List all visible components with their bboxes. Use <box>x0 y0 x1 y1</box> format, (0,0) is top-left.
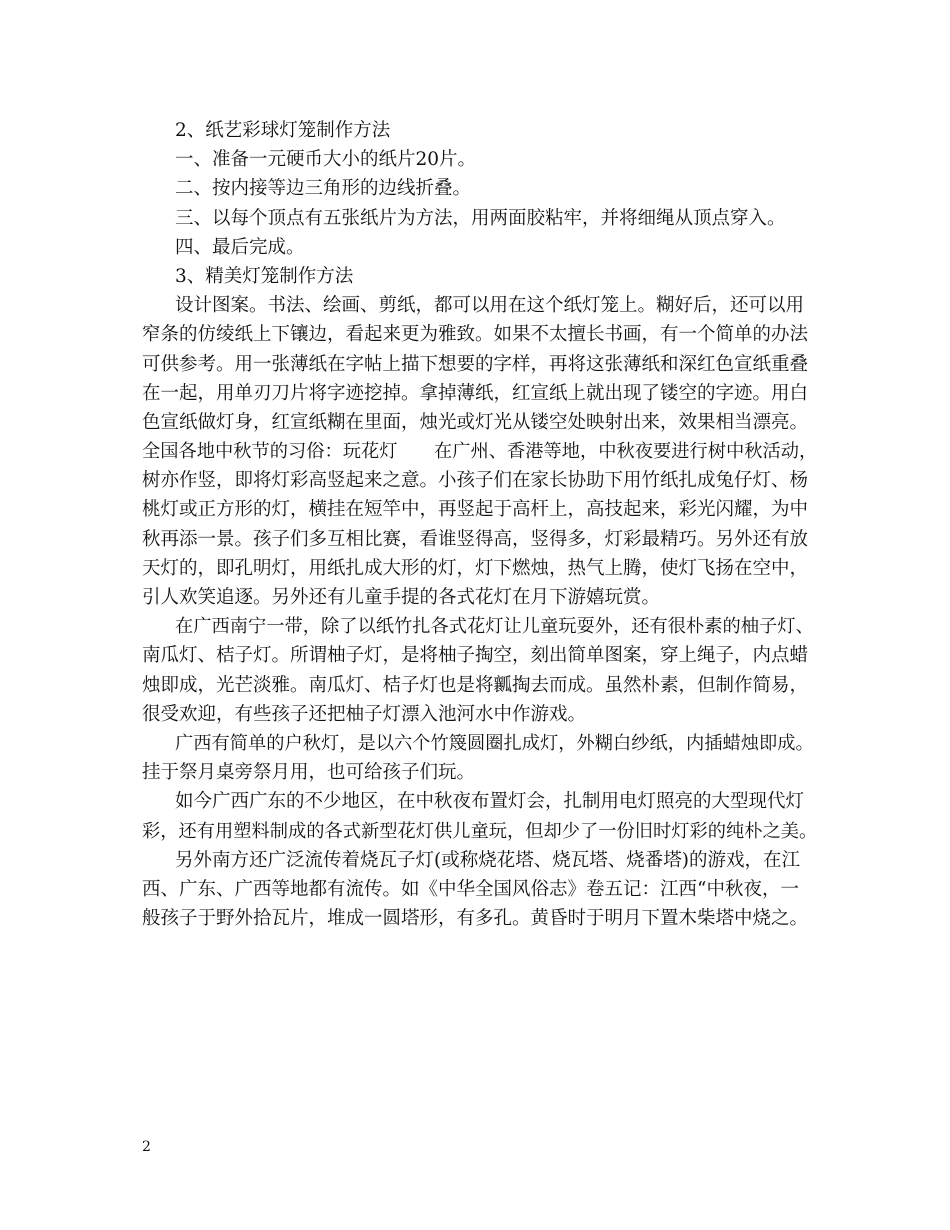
page-number: 2 <box>142 1139 151 1155</box>
text-line: 秋再添一景。孩子们多互相比赛，看谁竖得高，竖得多，灯彩最精巧。另外还有放 <box>142 528 809 550</box>
text-line: 二、按内接等边三角形的边线折叠。 <box>175 178 472 200</box>
text-line: 南瓜灯、桔子灯。所谓柚子灯，是将柚子掏空，刻出简单图案，穿上绳子，内点蜡 <box>142 645 809 667</box>
text-line: 西、广东、广西等地都有流传。如《中华全国风俗志》卷五记：江西“中秋夜，一 <box>142 878 799 900</box>
text-line: 在广西南宁一带，除了以纸竹扎各式花灯让儿童玩耍外，还有很朴素的柚子灯、 <box>175 616 814 638</box>
text-line: 设计图案。书法、绘画、剪纸，都可以用在这个纸灯笼上。糊好后，还可以用 <box>175 295 805 317</box>
text-line: 一、准备一元硬币大小的纸片20片。 <box>175 149 477 171</box>
text-line: 天灯的，即孔明灯，用纸扎成大形的灯，灯下燃烛，热气上腾，使灯飞扬在空中， <box>142 557 809 579</box>
text-line: 色宣纸做灯身，红宣纸糊在里面，烛光或灯光从镂空处映射出来，效果相当漂亮。 <box>142 411 809 433</box>
text-line: 2、纸艺彩球灯笼制作方法 <box>175 120 391 141</box>
text-line: 树亦作竖，即将灯彩高竖起来之意。小孩子们在家长协助下用竹纸扎成兔仔灯、杨 <box>142 470 809 492</box>
text-line: 在一起，用单刃刀片将字迹挖掉。拿掉薄纸，红宣纸上就出现了镂空的字迹。用白 <box>142 382 809 404</box>
text-line: 彩，还有用塑料制成的各式新型花灯供儿童玩，但却少了一份旧时灯彩的纯朴之美。 <box>142 820 818 842</box>
text-line: 挂于祭月桌旁祭月用，也可给孩子们玩。 <box>142 762 476 784</box>
text-line: 如今广西广东的不少地区，在中秋夜布置灯会，扎制用电灯照亮的大型现代灯 <box>175 791 805 813</box>
text-line: 很受欢迎，有些孩子还把柚子灯漂入池河水中作游戏。 <box>142 703 587 725</box>
text-line: 广西有简单的户秋灯，是以六个竹篾圆圈扎成灯，外糊白纱纸，内插蜡烛即成。 <box>175 732 814 754</box>
text-line: 3、精美灯笼制作方法 <box>175 265 354 287</box>
text-line: 般孩子于野外拾瓦片，堆成一圆塔形，有多孔。黄昏时于明月下置木柴塔中烧之。 <box>142 908 809 930</box>
text-line: 烛即成，光芒淡雅。南瓜灯、桔子灯也是将瓤掏去而成。虽然朴素，但制作简易， <box>142 674 809 696</box>
text-line: 四、最后完成。 <box>175 236 305 258</box>
text-line: 可供参考。用一张薄纸在字帖上描下想要的字样，再将这张薄纸和深红色宣纸重叠 <box>142 353 809 375</box>
text-line: 三、以每个顶点有五张纸片为方法，用两面胶粘牢，并将细绳从顶点穿入。 <box>175 207 786 229</box>
text-line: 窄条的仿绫纸上下镶边，看起来更为雅致。如果不太擅长书画，有一个简单的办法 <box>142 324 809 346</box>
text-line: 另外南方还广泛流传着烧瓦子灯(或称烧花塔、烧瓦塔、烧番塔)的游戏，在江 <box>175 849 800 871</box>
text-line: 桃灯或正方形的灯，横挂在短竿中，再竖起于高杆上，高技起来，彩光闪耀，为中 <box>142 499 809 521</box>
text-line: 引人欢笑追逐。另外还有儿童手提的各式花灯在月下游嬉玩赏。 <box>142 587 661 608</box>
text-line: 全国各地中秋节的习俗：玩花灯 在广州、香港等地，中秋夜要进行树中秋活动， <box>142 441 818 463</box>
document-body <box>142 116 822 933</box>
